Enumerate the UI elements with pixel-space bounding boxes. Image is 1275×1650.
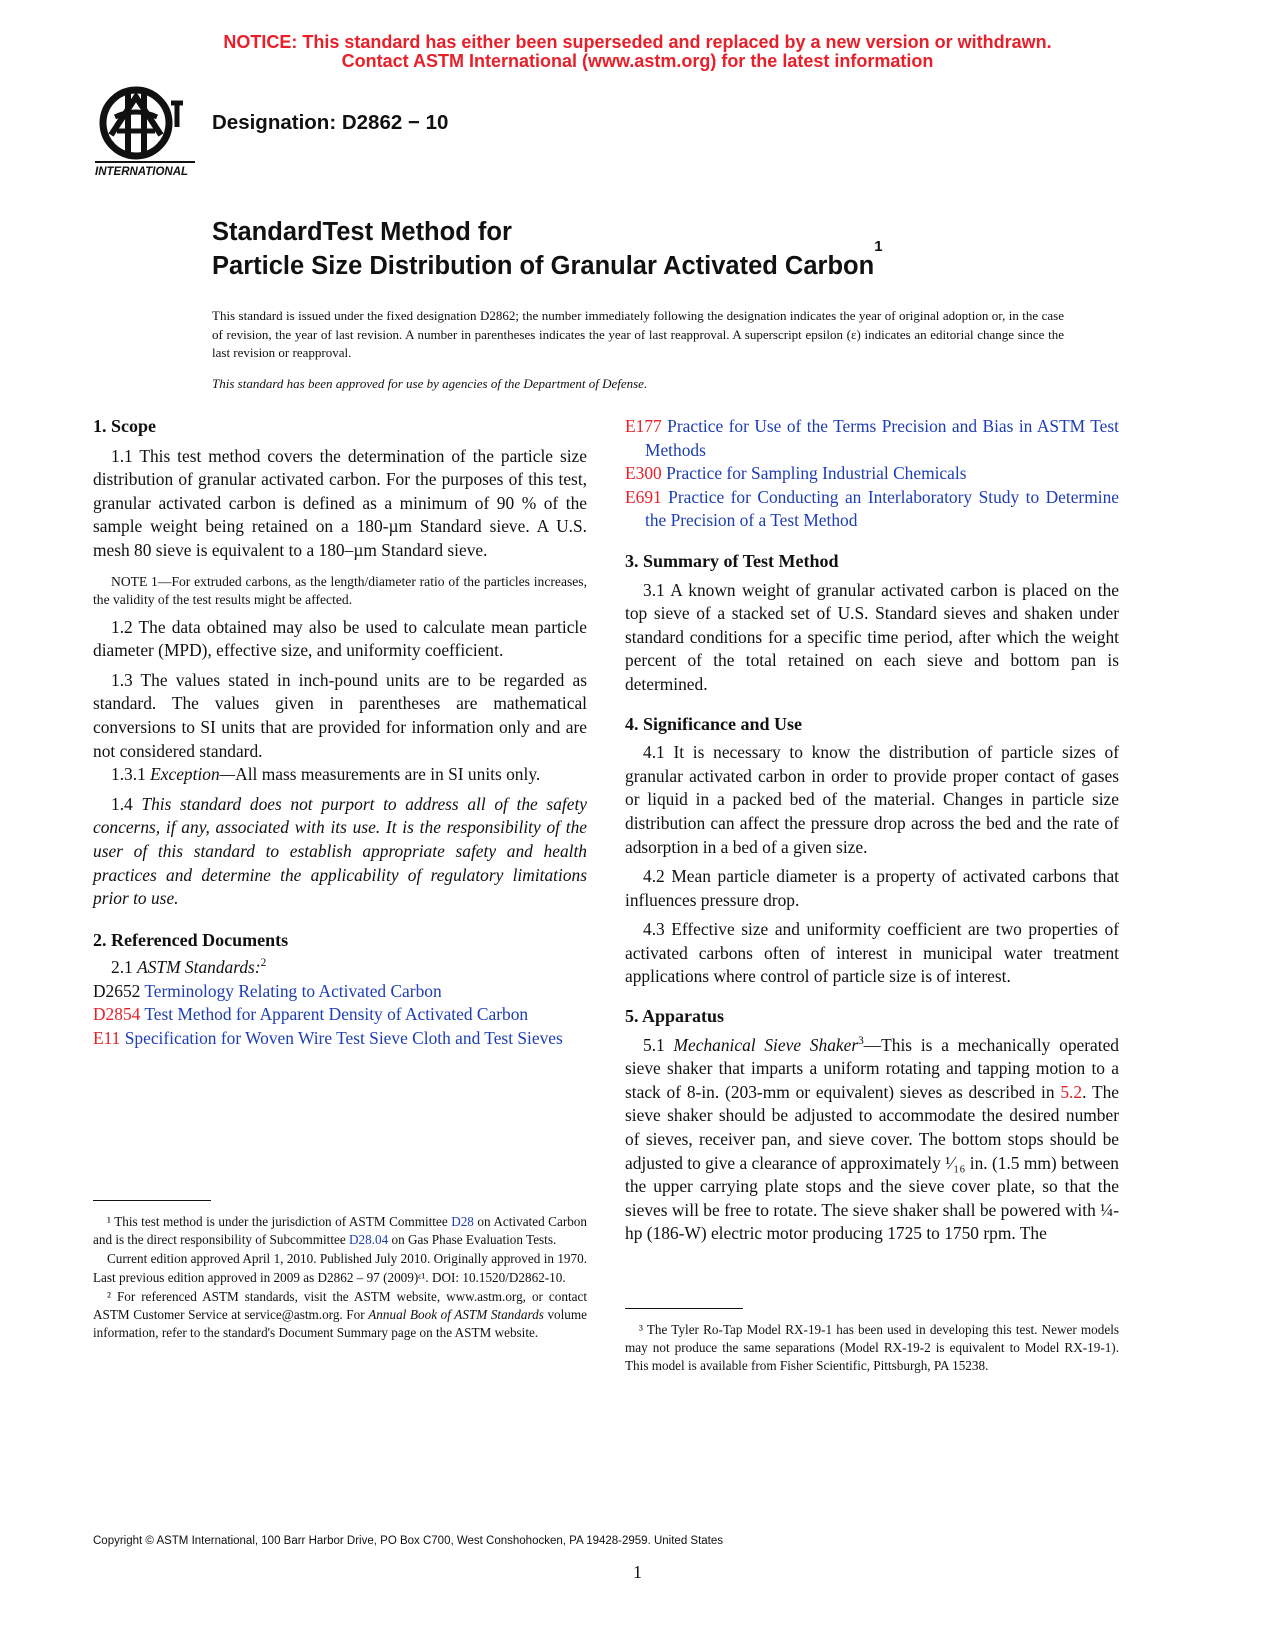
notice-line-1: NOTICE: This standard has either been superseded and replaced by a new version or withdrawn. (223, 32, 1052, 52)
scope-heading: 1. Scope (93, 416, 156, 436)
astm-logo-icon (93, 83, 203, 179)
paragraph-3-1: 3.1 A known weight of granular activated carbon is placed on the top sieve of a stacked set of U.S. Standard sieves and shaken under standard conditions for a specific time period, after which the weight percent of the total retained on each sieve and bottom pan is determined. (625, 579, 1119, 694)
footnote-3: ³ The Tyler Ro-Tap Model RX-19-1 has been used in developing this test. Newer models may not produce the same separations (Model RX-19-2 is equivalent to Model RX-19-1). This model is available from Fisher Scientific, Pittsburgh, PA 15238. (625, 1322, 1119, 1374)
summary-heading: 3. Summary of Test Method (625, 550, 839, 571)
paragraph-1-3-1: 1.3.1 Exception—All mass measurements are in SI units only. (111, 764, 541, 785)
copyright-footer: Copyright © ASTM International, 100 Barr Harbor Drive, PO Box C700, West Conshohocken, PA 19428-2959. United States (93, 1535, 724, 1547)
title-line-2: Particle Size Distribution of Granular Activated Carbon (212, 252, 875, 280)
footnote-divider-left (93, 1200, 211, 1201)
footnotes-right (625, 1321, 1119, 1376)
ref-e177[interactable]: E177 Practice for Use of the Terms Precision and Bias in ASTM Test Methods (625, 416, 1119, 460)
link-d28-04[interactable]: D28.04 (349, 1232, 389, 1248)
paragraph-4-1: 4.1 It is necessary to know the distribution of particle sizes of granular activated carbon in order to provide proper contact of gases or liquid in a packed bed of the material. Changes in particle size distribution can affect the pressure drop across the bed and the rate of adsorption in a bed of a given size. (625, 742, 1119, 857)
ref-e11[interactable]: E11 Specification for Woven Wire Test Sieve Cloth and Test Sieves (93, 1028, 563, 1049)
ref-d2854[interactable]: D2854 Test Method for Apparent Density of Activated Carbon (93, 1004, 529, 1025)
title-footnote-mark: 1 (874, 238, 883, 255)
dod-approval: This standard has been approved for use by agencies of the Department of Defense. (212, 376, 648, 391)
paragraph-1-1: 1.1 This test method covers the determination of the particle size distribution of granular activated carbon. For the purposes of this test, granular activated carbon is defined as a minimum of 90 % of the sample weight being retained on a 180-µm Standard sieve. A U.S. mesh 80 sieve is equivalent to a 180–µm Standard sieve. (93, 445, 587, 560)
notice-line-2: Contact ASTM International (www.astm.org) for the latest information (341, 51, 934, 71)
ref-d2652[interactable]: D2652 Terminology Relating to Activated Carbon (93, 980, 442, 1001)
ref-e300[interactable]: E300 Practice for Sampling Industrial Chemicals (625, 463, 967, 484)
link-d28[interactable]: D28 (451, 1214, 474, 1229)
title-line-1: StandardTest Method for (212, 218, 512, 246)
paragraph-4-2: 4.2 Mean particle diameter is a property of activated carbons that influences pressure drop. (625, 866, 1119, 910)
issuance-statement: This standard is issued under the fixed designation D2862; the number immediately following the designation indicates the year of original adoption or, in the case of revision, the year of last revision. A number in parentheses indicates the year of last reapproval. A superscript epsilon (ε) indicates an editorial change since the last revision or reapproval. (212, 308, 1064, 360)
note-1: NOTE 1—For extruded carbons, as the length/diameter ratio of the particles increases, the validity of the test results might be affected. (93, 573, 587, 608)
right-column (625, 415, 1119, 1246)
logo-text: INTERNATIONAL (95, 166, 189, 178)
designation: Designation: D2862 − 10 (212, 111, 449, 134)
ref-e691[interactable]: E691 Practice for Conducting an Interlaboratory Study to Determine the Precision of a Test Method (625, 486, 1119, 531)
paragraph-2-1: 2.1 ASTM Standards:$^2$ (111, 957, 267, 978)
apparatus-heading: 5. Apparatus (625, 1006, 725, 1027)
footnote-2: ² For referenced ASTM standards, visit the ASTM website, www.astm.org, or contact ASTM Customer Service at service@astm.org. For Annual Book of ASTM Standards volume information, refer to the standard's Document Summary page on the ASTM website. (93, 1288, 588, 1341)
paragraph-1-3: 1.3 The values stated in inch-pound units are to be regarded as standard. The values given in parentheses are mathematical conversions to SI units that are provided for information only and are not considered standard. (93, 669, 587, 761)
paragraph-1-2: 1.2 The data obtained may also be used to calculate mean particle diameter (MPD), effective size, and uniformity coefficient. (93, 616, 587, 661)
page-number: 1 (633, 1562, 642, 1582)
link-section-5-2[interactable]: 5.2 (1060, 1081, 1083, 1102)
footnotes-left (93, 1213, 587, 1342)
footnote-1: ¹ This test method is under the jurisdiction of ASTM Committee D28 on Activated Carbon and is the direct responsibility of Subcommittee D28.04 on Gas Phase Evaluation Tests. (93, 1214, 587, 1248)
notice-banner (0, 33, 1275, 71)
left-column (93, 415, 587, 1051)
footnote-divider-right (625, 1308, 743, 1309)
paragraph-5-1: 5.1 Mechanical Sieve Shaker$^3$—This is a mechanically operated sieve shaker that imparts a uniform rotating and tapping motion to a stack of 8-in. (203-mm or equivalent) sieves as described in 5.2. The sieve shaker should be adjusted to accommodate the desired number of sieves, receiver pan, and sieve cover. The bottom stops should be adjusted to give a clearance of approximately ¹⁄₁₆ in. (1.5 mm) between the upper carrying plate stops and the sieve cover plate, so that the sieves will be free to rotate. The sieve shaker shall be powered with ¼-hp (186-W) electric motor producing 1725 to 1750 rpm. The (625, 1034, 1119, 1244)
significance-heading: 4. Significance and Use (625, 713, 803, 734)
footnote-1-edition: Current edition approved April 1, 2010. Published July 2010. Originally approved in 1970. Last previous edition approved in 2009 as D2862 – 97 (2009)ᵋ¹. DOI: 10.1520/D2862-10. (93, 1251, 587, 1285)
paragraph-4-3: 4.3 Effective size and uniformity coefficient are two properties of activated carbons often of interest in municipal water treatment applications where control of particle size is of interest. (625, 919, 1119, 987)
document-title (212, 215, 883, 283)
referenced-documents-heading: 2. Referenced Documents (93, 929, 289, 950)
paragraph-1-4: 1.4 This standard does not purport to address all of the safety concerns, if any, associated with its use. It is the responsibility of the user of this standard to establish appropriate safety and health practices and determine the applicability of regulatory limitations prior to use. (93, 793, 587, 909)
